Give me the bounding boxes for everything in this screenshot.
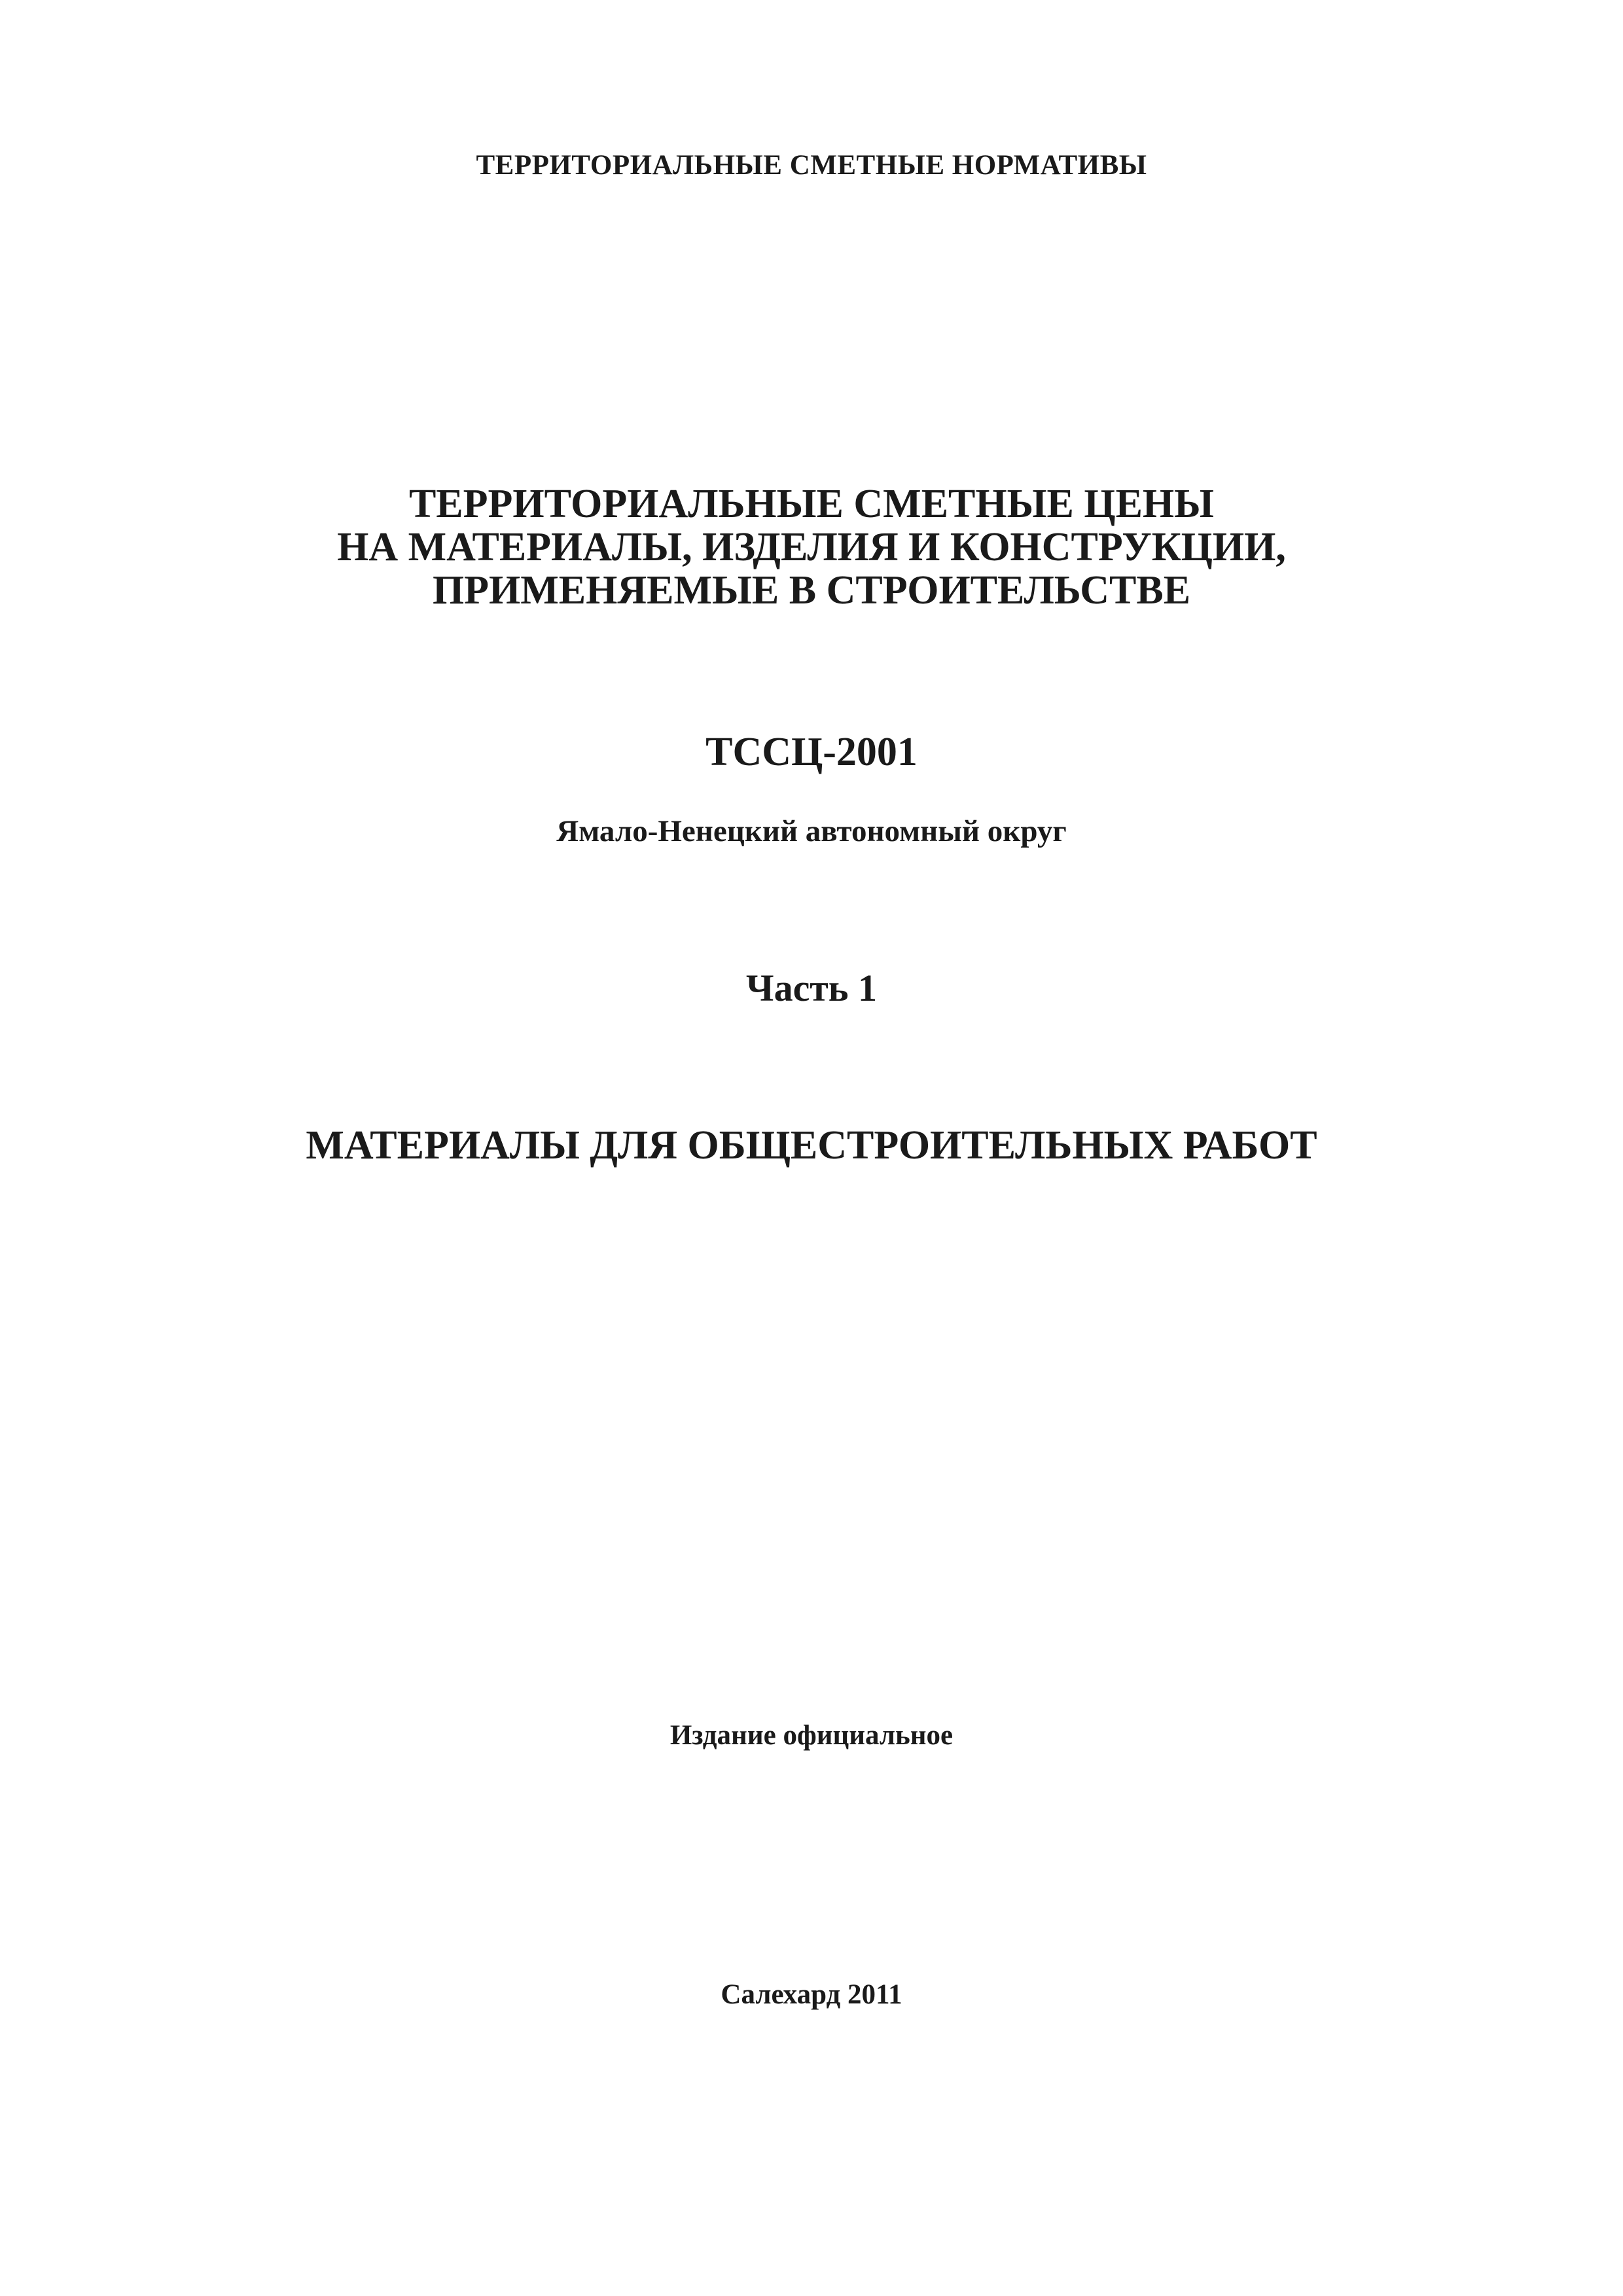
place-and-year: Салехард 2011 — [721, 1979, 902, 2010]
title-line-3: ПРИМЕНЯЕМЫЕ В СТРОИТЕЛЬСТВЕ — [432, 568, 1191, 613]
series-heading: ТЕРРИТОРИАЛЬНЫЕ СМЕТНЫЕ НОРМАТИВЫ — [476, 150, 1147, 181]
edition-label: Издание официальное — [669, 1720, 954, 1751]
part-number: Часть 1 — [746, 967, 877, 1009]
part-subject: МАТЕРИАЛЫ ДЛЯ ОБЩЕСТРОИТЕЛЬНЫХ РАБОТ — [306, 1123, 1317, 1168]
title-line-2: НА МАТЕРИАЛЫ, ИЗДЕЛИЯ И КОНСТРУКЦИИ, — [337, 525, 1286, 569]
document-title — [0, 482, 1623, 612]
title-line-1: ТЕРРИТОРИАЛЬНЫЕ СМЕТНЫЕ ЦЕНЫ — [408, 482, 1215, 526]
region-name: Ямало-Ненецкий автономный округ — [556, 814, 1067, 848]
document-code: ТССЦ-2001 — [705, 730, 918, 774]
